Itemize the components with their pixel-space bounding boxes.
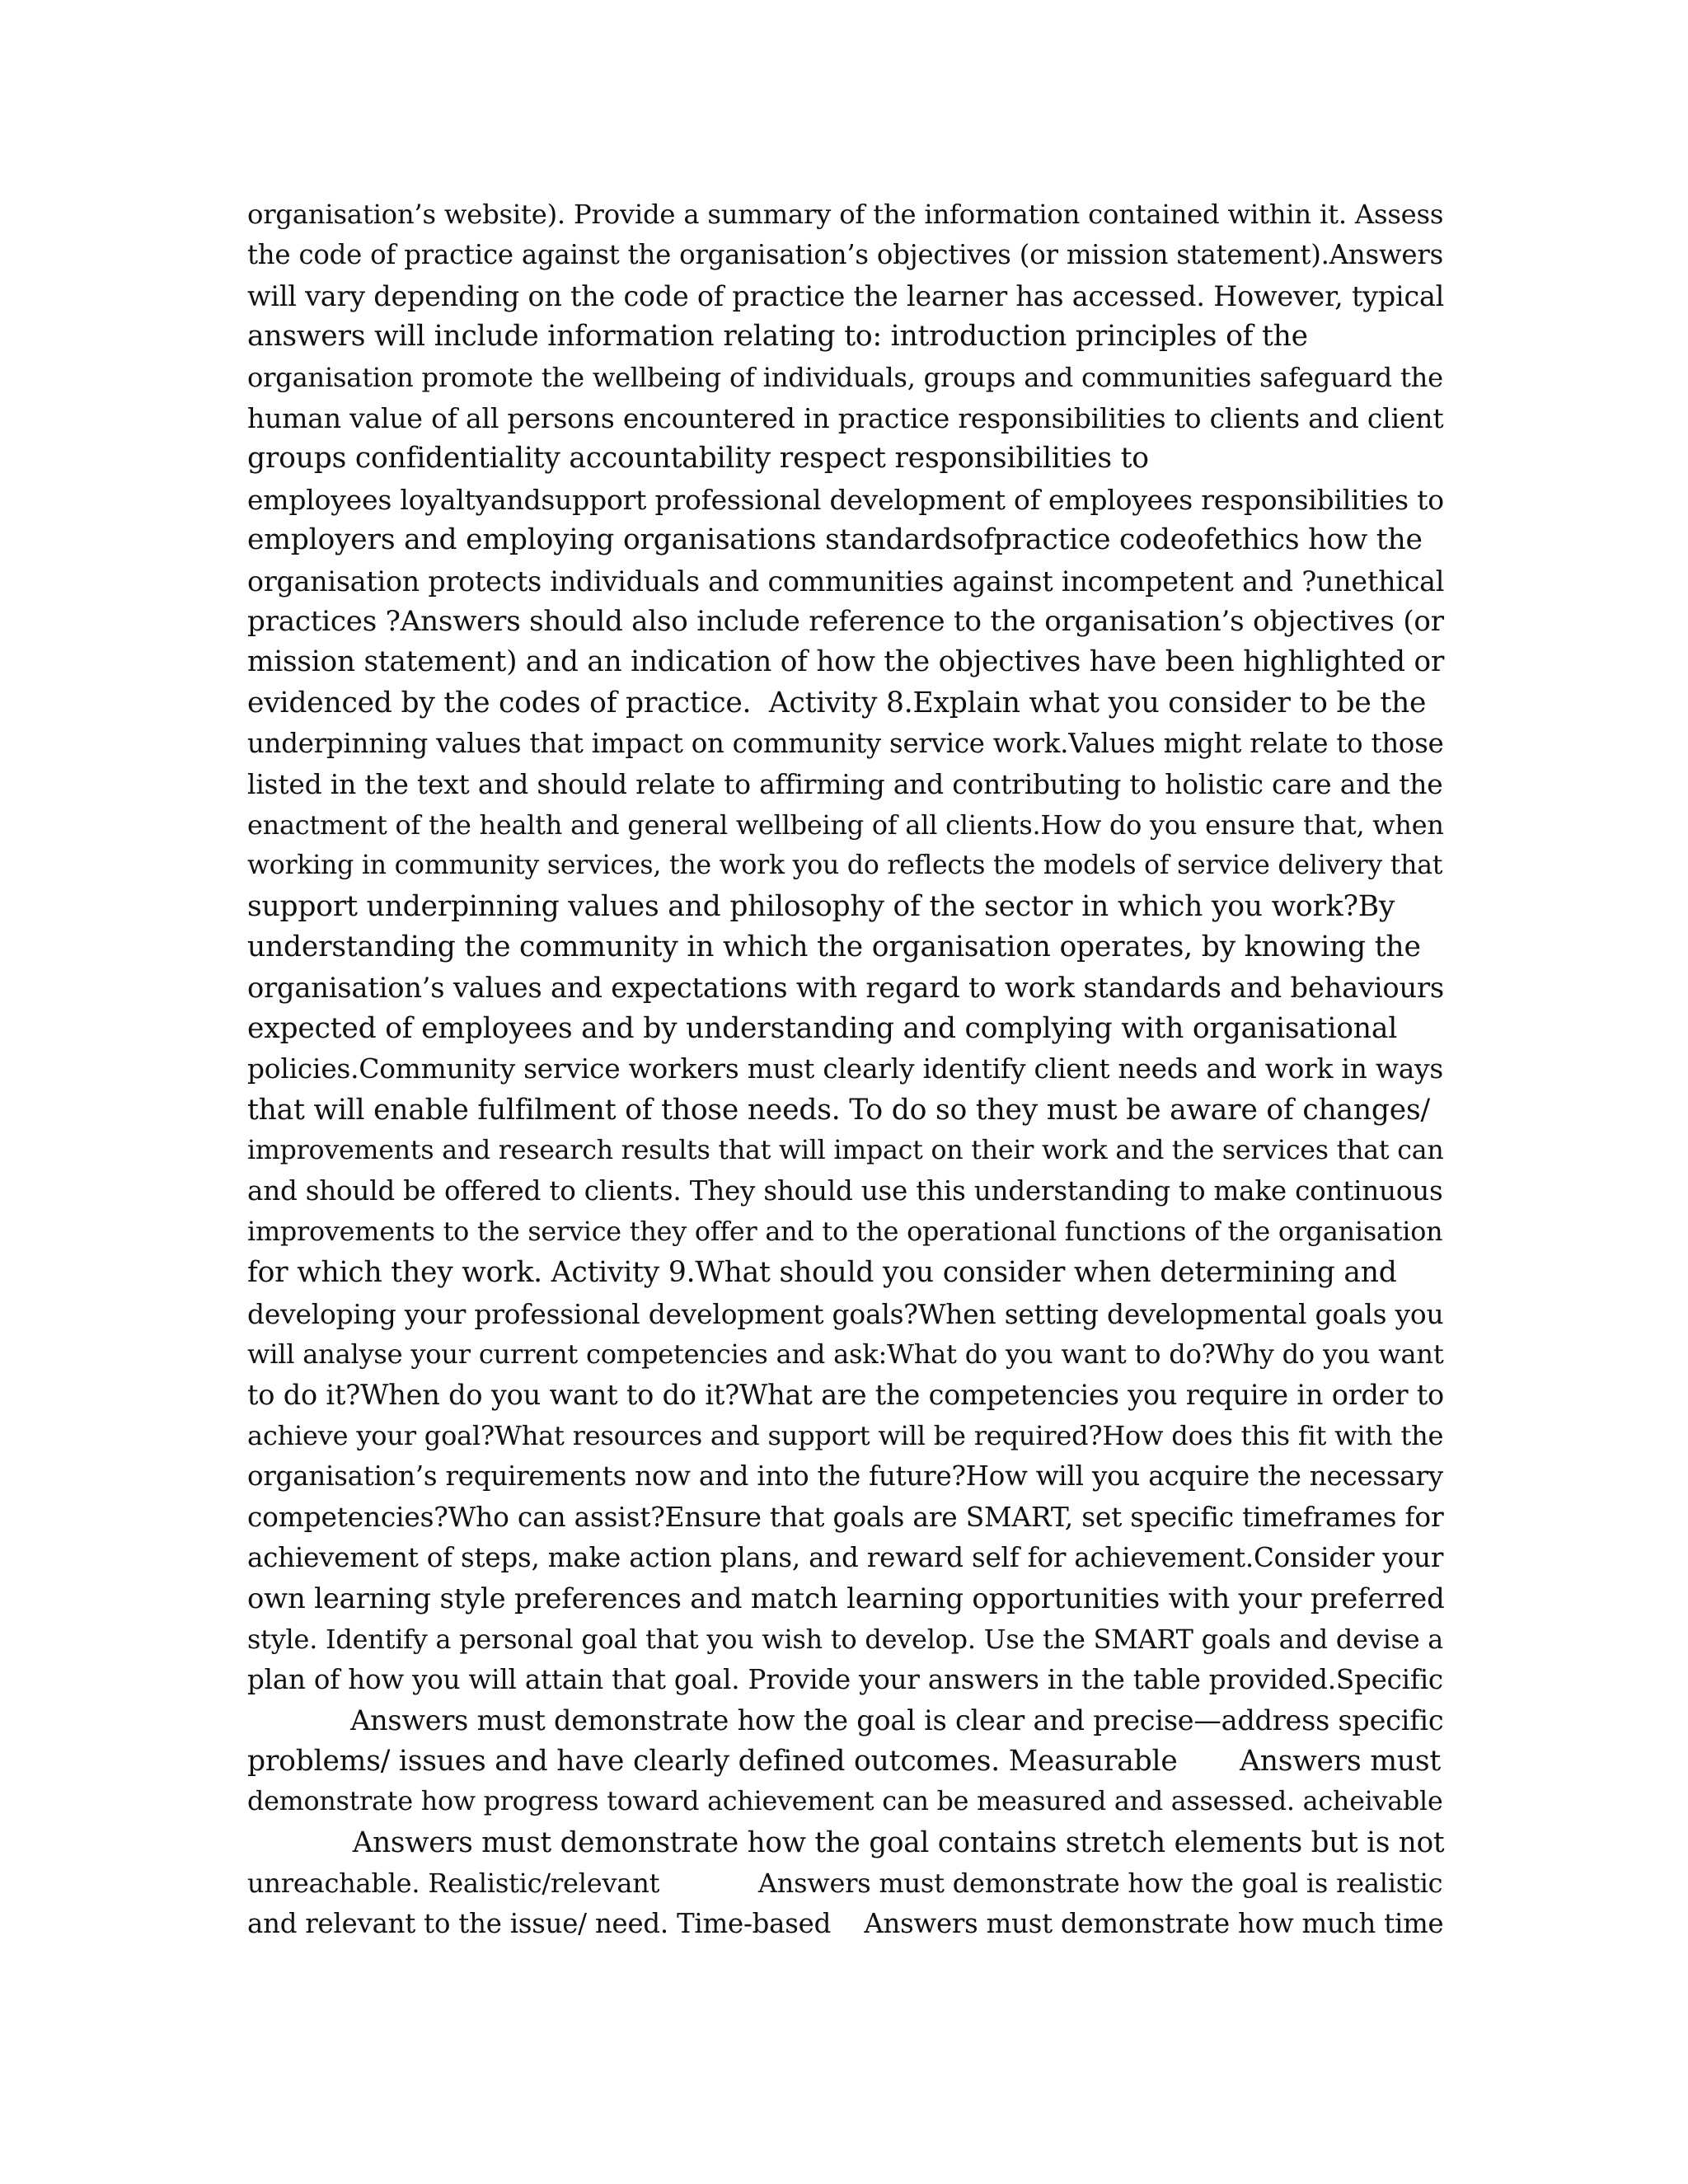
text-line: demonstrate how progress toward achievement can be measured and assessed. acheivable [247, 1787, 1443, 1817]
text-line: unreachable. Realistic/relevant Answers must demonstrate how the goal is realistic [247, 1868, 1443, 1900]
text-line: Answers must demonstrate how the goal is clear and precise—address specific [247, 1704, 1444, 1737]
text-line: understanding the community in which the organisation operates, by knowing the [247, 930, 1421, 964]
text-line: own learning style preferences and match learning opportunities with your preferred [247, 1582, 1445, 1615]
text-line: will analyse your current competencies and ask:What do you want to do?Why do you want [247, 1338, 1444, 1370]
text-line: improvements and research results that will impact on their work and the services that can [247, 1135, 1444, 1165]
text-line: and should be offered to clients. They should use this understanding to make continuous [247, 1175, 1443, 1207]
text-line: the code of practice against the organisation’s objectives (or mission statement).Answers [247, 239, 1443, 271]
text-line: enactment of the health and general wellbeing of all clients.How do you ensure that, when [247, 808, 1444, 841]
text-line: organisation’s website). Provide a summary of the information contained within it. Assess [247, 199, 1444, 230]
text-line: human value of all persons encountered in practice responsibilities to clients and client [247, 401, 1444, 434]
text-line: employees loyaltyandsupport professional development of employees responsibilities to [247, 483, 1444, 516]
text-line: and relevant to the issue/ need. Time-based Answers must demonstrate how much time [247, 1908, 1444, 1940]
text-line: mission statement) and an indication of how the objectives have been highlighted or [247, 645, 1445, 679]
text-line: Answers must demonstrate how the goal contains stretch elements but is not [247, 1825, 1445, 1859]
text-line: employers and employing organisations standardsofpractice codeofethics how the [247, 523, 1423, 557]
text-line: achieve your goal?What resources and support will be required?How does this fit with the [247, 1419, 1444, 1451]
text-line: plan of how you will attain that goal. Provide your answers in the table provided.Specific [247, 1664, 1443, 1696]
text-line: listed in the text and should relate to affirming and contributing to holistic care and the [247, 768, 1443, 801]
text-line: to do it?When do you want to do it?What are the competencies you require in order to [247, 1379, 1444, 1412]
text-line: expected of employees and by understanding and complying with organisational [247, 1011, 1398, 1045]
text-line: organisation’s values and expectations with regard to work standards and behaviours [247, 972, 1444, 1005]
text-line: achievement of steps, make action plans, and reward self for achievement.Consider your [247, 1541, 1444, 1573]
text-line: groups confidentiality accountability respect responsibilities to [247, 442, 1149, 476]
text-line: working in community services, the work you do reflects the models of service delivery that [247, 851, 1443, 881]
text-line: problems/ issues and have clearly defined outcomes. Measurable Answers must [247, 1744, 1442, 1778]
body-text [247, 194, 1451, 1945]
text-line: policies.Community service workers must clearly identify client needs and work in ways [247, 1053, 1444, 1085]
text-line: answers will include information relating to: introduction principles of the [247, 320, 1308, 354]
text-line: competencies?Who can assist?Ensure that goals are SMART, set specific timeframes for [247, 1501, 1444, 1533]
text-line: organisation protects individuals and communities against incompetent and ?unethical [247, 565, 1445, 598]
text-line: improvements to the service they offer and to the operational functions of the organisation [247, 1216, 1443, 1247]
text-line: support underpinning values and philosophy of the sector in which you work?By [247, 889, 1395, 923]
text-line: organisation’s requirements now and into the future?How will you acquire the necessary [247, 1460, 1443, 1493]
text-line: underpinning values that impact on community service work.Values might relate to those [247, 728, 1444, 760]
text-line: organisation promote the wellbeing of individuals, groups and communities safeguard the [247, 361, 1443, 393]
text-line: developing your professional development goals?When setting developmental goals you [247, 1297, 1444, 1330]
text-line: will vary depending on the code of practice the learner has accessed. However, typical [247, 279, 1445, 312]
text-line: for which they work. Activity 9.What should you consider when determining and [247, 1256, 1397, 1290]
text-line: that will enable fulfilment of those needs. To do so they must be aware of changes/ [247, 1093, 1430, 1127]
text-line: evidenced by the codes of practice. Activity 8.Explain what you consider to be the [247, 686, 1427, 719]
text-line: practices ?Answers should also include reference to the organisation’s objectives (or [247, 604, 1444, 638]
text-line: style. Identify a personal goal that you wish to develop. Use the SMART goals and devise a [247, 1623, 1444, 1655]
